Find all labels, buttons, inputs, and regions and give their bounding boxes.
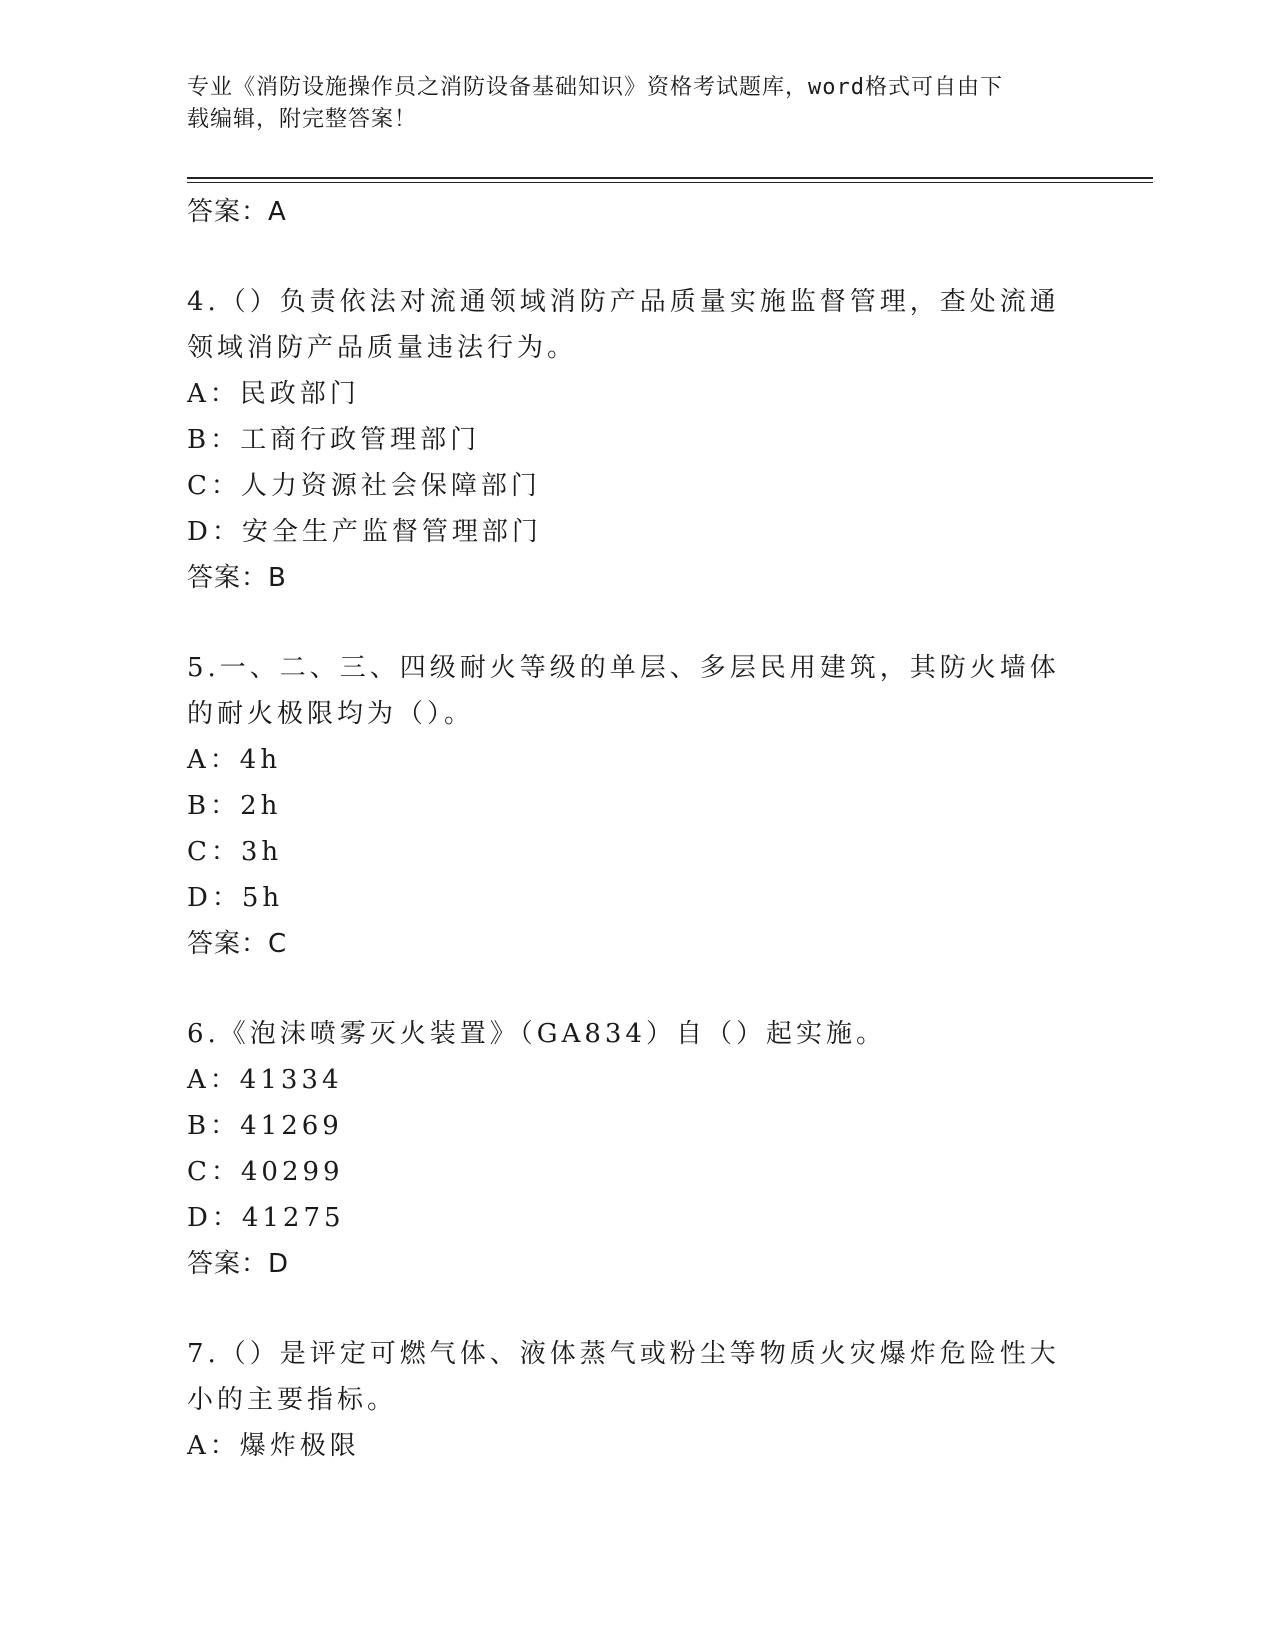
- answer: 答案：B: [187, 563, 287, 593]
- answer: 答案：D: [187, 1249, 290, 1279]
- option-b: B：工商行政管理部门: [187, 425, 481, 455]
- question-text: 5.一、二、三、四级耐火等级的单层、多层民用建筑，其防火墙体的耐火极限均为（）。: [187, 653, 1060, 729]
- question-4: [187, 279, 1067, 601]
- option-b: B：2h: [187, 791, 282, 821]
- option-c: C：3h: [187, 837, 283, 867]
- option-a: A：41334: [187, 1065, 343, 1095]
- document-header: [187, 72, 1067, 136]
- option-d: D：41275: [187, 1203, 345, 1233]
- option-a: A：4h: [187, 745, 282, 775]
- question-list: [187, 189, 1067, 1469]
- question-6: [187, 1011, 1067, 1287]
- question-7: [187, 1331, 1067, 1469]
- question-text: 4.（）负责依法对流通领域消防产品质量实施监督管理，查处流通领域消防产品质量违法行为。: [187, 287, 1060, 363]
- header-line-2: 载编辑，附完整答案！: [187, 107, 418, 132]
- question-5: [187, 645, 1067, 967]
- option-d: D：安全生产监督管理部门: [187, 517, 542, 547]
- option-c: C：人力资源社会保障部门: [187, 471, 541, 501]
- option-a: A：爆炸极限: [187, 1431, 360, 1461]
- question-text: 6.《泡沫喷雾灭火装置》（GA834）自（）起实施。: [187, 1019, 886, 1049]
- header-divider-thin: [187, 182, 1153, 183]
- option-a: A：民政部门: [187, 379, 360, 409]
- header-divider-thick: [187, 177, 1153, 179]
- answer: 答案：C: [187, 929, 288, 959]
- header-line-1: 专业《消防设施操作员之消防设备基础知识》资格考试题库，word格式可自由下: [187, 75, 1003, 100]
- option-d: D：5h: [187, 883, 284, 913]
- option-c: C：40299: [187, 1157, 344, 1187]
- answer-prev: 答案：A: [187, 197, 287, 227]
- option-b: B：41269: [187, 1111, 343, 1141]
- question-text: 7.（）是评定可燃气体、液体蒸气或粉尘等物质火灾爆炸危险性大小的主要指标。: [187, 1339, 1060, 1415]
